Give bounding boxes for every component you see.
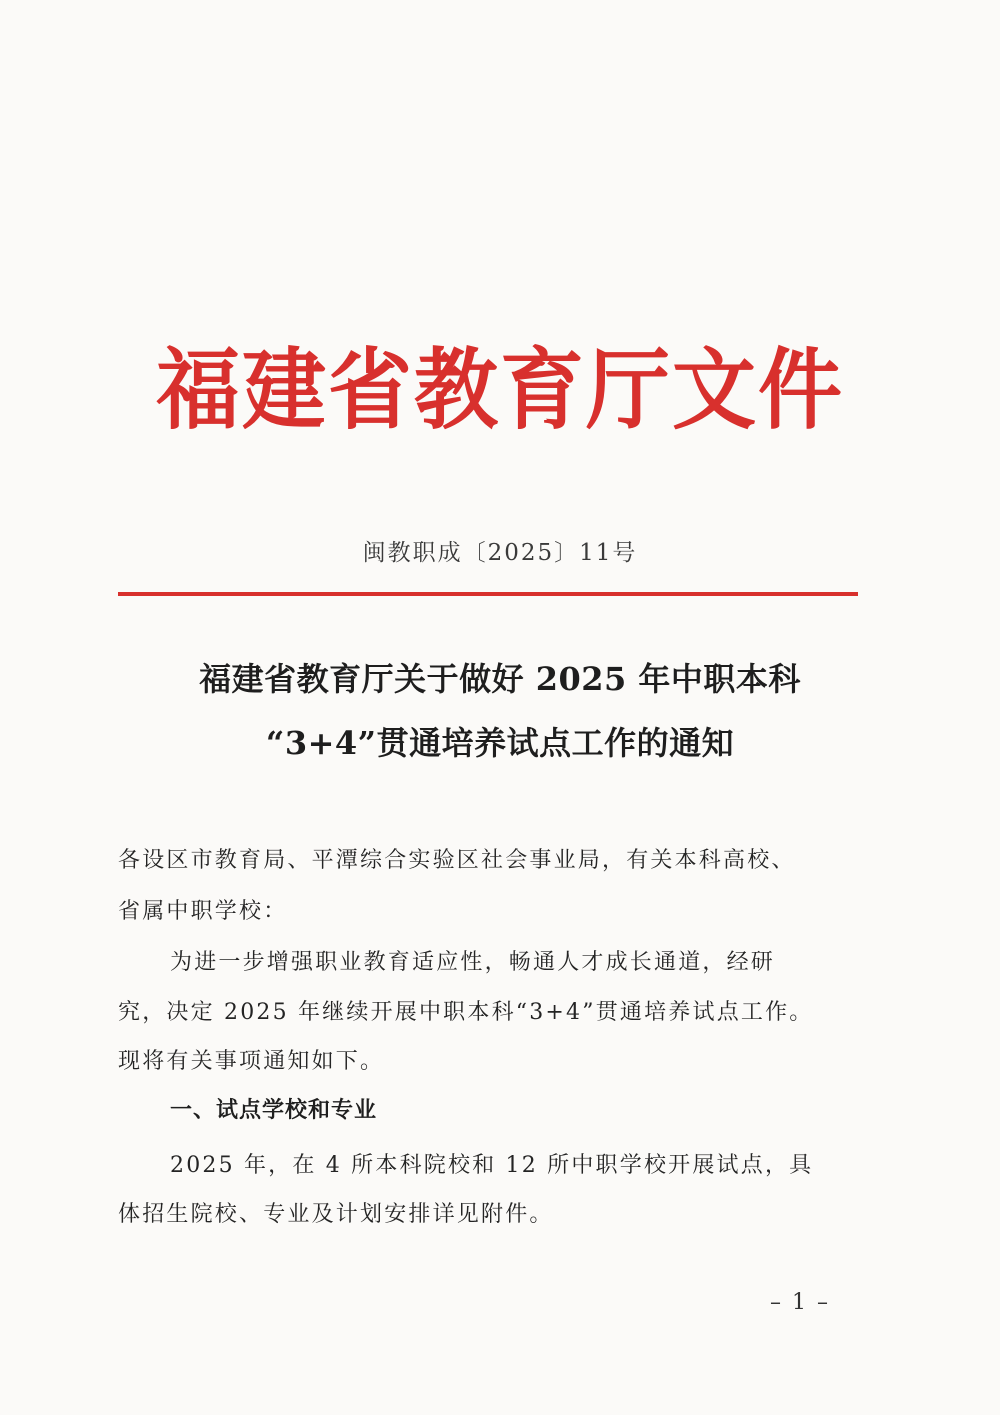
recipient-line-1: 各设区市教育局、平潭综合实验区社会事业局，有关本科高校、 (118, 848, 796, 873)
document-title-line-2: “3+4”贯通培养试点工作的通知 (265, 724, 735, 762)
red-divider (118, 592, 858, 596)
page-number: – 1 – (770, 1290, 830, 1315)
recipient-line-2: 省属中职学校： (118, 899, 288, 924)
section-one-line-2: 体招生院校、专业及计划安排详见附件。 (118, 1202, 554, 1227)
intro-line-1: 为进一步增强职业教育适应性，畅通人才成长通道，经研 (170, 950, 776, 975)
section-one-line-1: 2025 年，在 4 所本科院校和 12 所中职学校开展试点，具 (170, 1153, 814, 1178)
document-header: 福建省教育厅文件 (155, 337, 844, 442)
intro-line-3: 现将有关事项通知如下。 (118, 1049, 385, 1074)
document-title-line-1: 福建省教育厅关于做好 2025 年中职本科 (199, 660, 801, 698)
intro-line-2: 究，决定 2025 年继续开展中职本科“3+4”贯通培养试点工作。 (118, 1000, 814, 1025)
document-number: 闽教职成〔2025〕11号 (362, 540, 638, 566)
section-one-heading: 一、试点学校和专业 (170, 1098, 378, 1123)
